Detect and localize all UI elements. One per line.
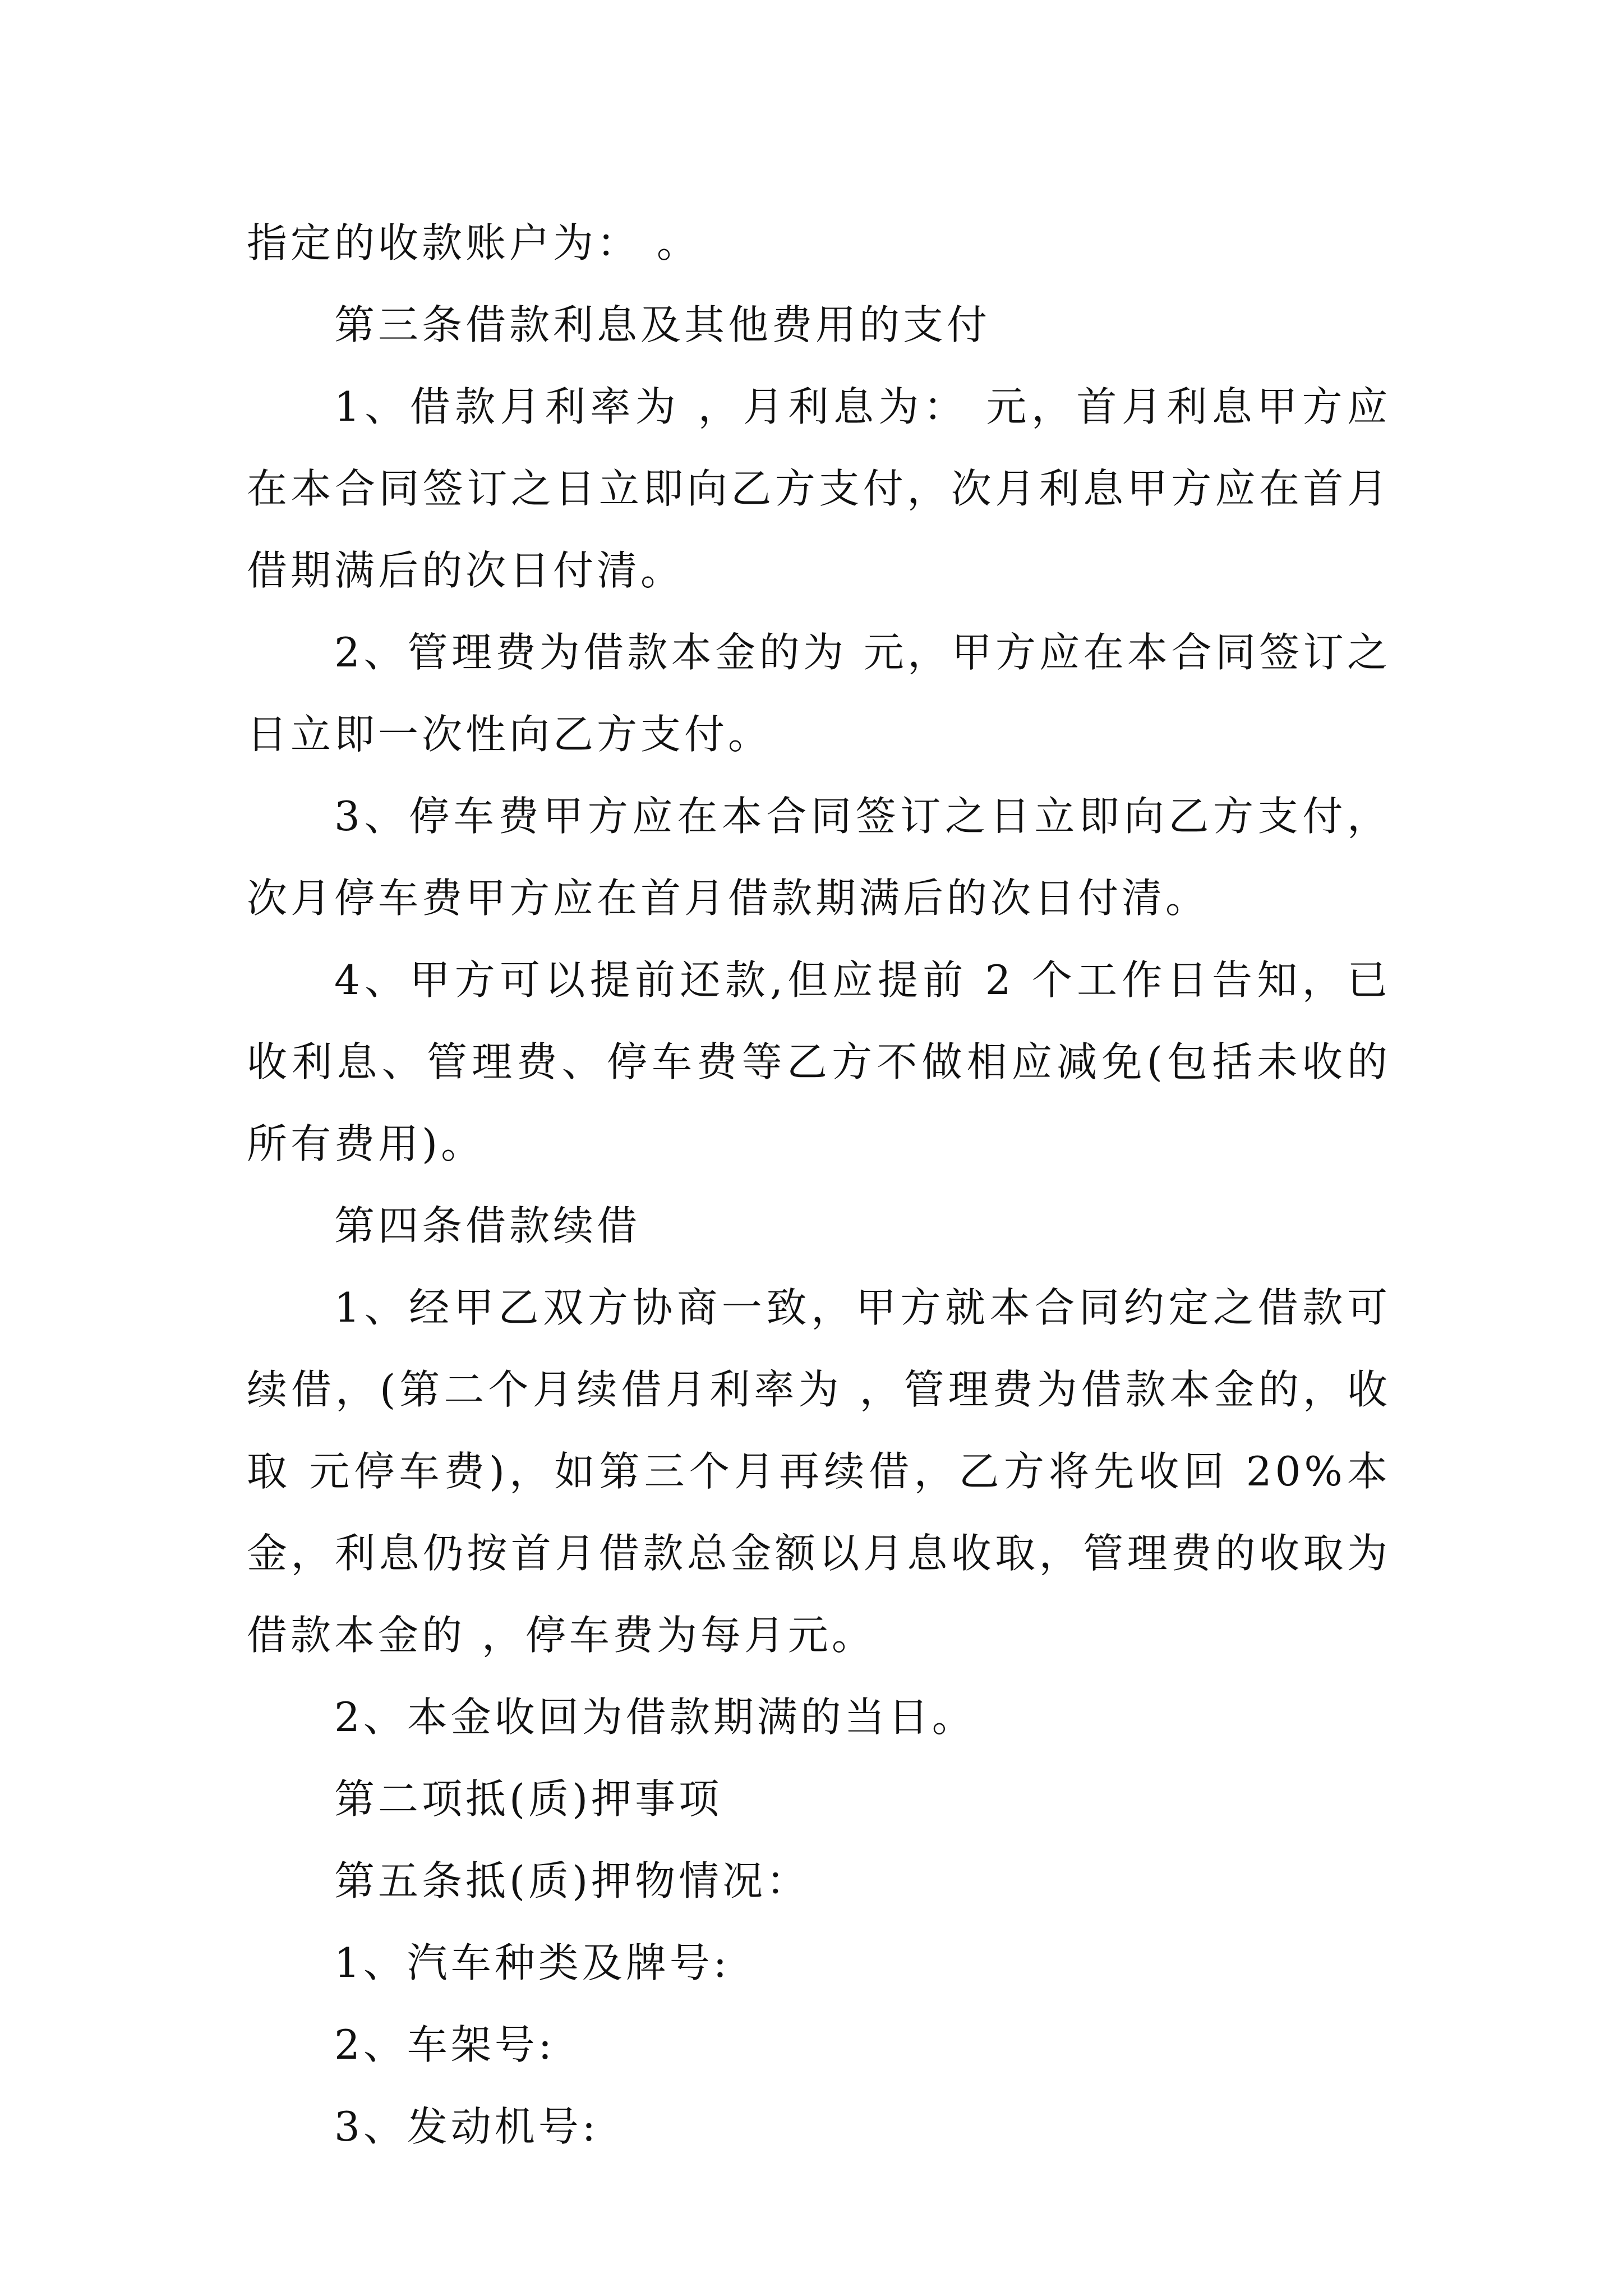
paragraph-4-2: 2、本金收回为借款期满的当日。 xyxy=(334,1694,976,1741)
paragraph-4-1: 1、经甲乙双方协商一致，甲方就本合同约定之借款可续借，(第二个月续借月利率为 ，管理费为借款本金的，收取 元停车费)，如第三个月再续借，乙方将先收回 20%本金，利息仍按首月借款总金额以月息收取，管理费的收取为借款本金的 ，停车费为每月元。 xyxy=(247,1284,1391,1659)
paragraph-3-3: 3、停车费甲方应在本合同签订之日立即向乙方支付，次月停车费甲方应在首月借款期满后的次日付清。 xyxy=(247,793,1391,922)
paragraph-3-4: 4、甲方可以提前还款,但应提前 2 个工作日告知，已收利息、管理费、停车费等乙方不做相应减免(包括未收的所有费用)。 xyxy=(247,956,1391,1167)
paragraph-5-3: 3、发动机号: xyxy=(334,2103,600,2150)
heading-article-3: 第三条借款利息及其他费用的支付 xyxy=(334,301,991,348)
paragraph-5-1: 1、汽车种类及牌号: xyxy=(334,1939,731,1986)
heading-article-4: 第四条借款续借 xyxy=(334,1202,641,1249)
paragraph-account: 指定的收款账户为： 。 xyxy=(247,219,700,266)
paragraph-5-2: 2、车架号: xyxy=(334,2021,556,2068)
paragraph-3-1: 1、借款月利率为 ，月利息为： 元，首月利息甲方应在本合同签订之日立即向乙方支付，次月利息甲方应在首月借期满后的次日付清。 xyxy=(247,383,1391,594)
heading-section-2: 第二项抵(质)押事项 xyxy=(334,1775,723,1823)
heading-article-5: 第五条抵(质)押物情况： xyxy=(334,1857,810,1904)
document-body xyxy=(247,202,1391,2168)
paragraph-3-2: 2、管理费为借款本金的为 元，甲方应在本合同签订之日立即一次性向乙方支付。 xyxy=(247,629,1391,758)
